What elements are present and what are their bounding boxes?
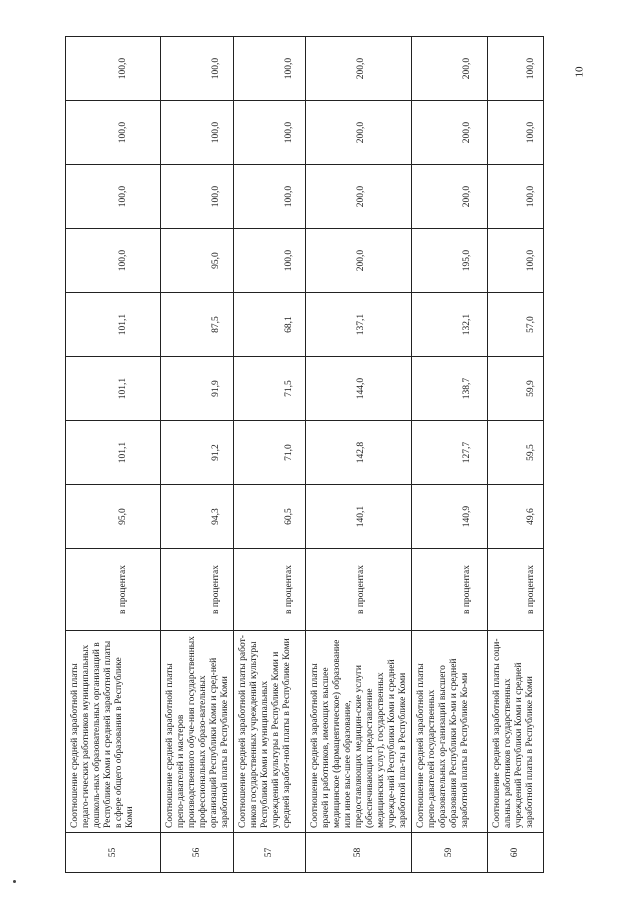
value-cell: 195,0 bbox=[412, 229, 488, 293]
value-cell: 100,0 bbox=[488, 101, 544, 165]
value-cell: 100,0 bbox=[161, 165, 234, 229]
row-number-cell: 55 bbox=[66, 833, 161, 873]
value-cell: 94,3 bbox=[161, 485, 234, 549]
value-cell: 59,9 bbox=[488, 357, 544, 421]
value-cell: 101,1 bbox=[66, 357, 161, 421]
unit-cell: в процентах bbox=[306, 549, 412, 631]
value-cell: 100,0 bbox=[488, 37, 544, 101]
value-cell: 200,0 bbox=[306, 229, 412, 293]
value-cell: 127,7 bbox=[412, 421, 488, 485]
value-cell: 57,0 bbox=[488, 293, 544, 357]
value-cell: 91,9 bbox=[161, 357, 234, 421]
indicator-table-rotated bbox=[65, 37, 534, 873]
value-cell: 100,0 bbox=[161, 37, 234, 101]
value-cell: 100,0 bbox=[488, 229, 544, 293]
page-number: 10 bbox=[573, 66, 586, 78]
value-cell: 49,6 bbox=[488, 485, 544, 549]
scan-speck bbox=[13, 880, 16, 883]
value-cell: 200,0 bbox=[306, 165, 412, 229]
row-number-cell: 59 bbox=[412, 833, 488, 873]
table-row bbox=[234, 37, 306, 873]
value-cell: 100,0 bbox=[234, 37, 306, 101]
row-number-cell: 56 bbox=[161, 833, 234, 873]
value-cell: 95,0 bbox=[161, 229, 234, 293]
row-number-cell: 58 bbox=[306, 833, 412, 873]
table-row bbox=[161, 37, 234, 873]
value-cell: 140,1 bbox=[306, 485, 412, 549]
indicator-name-cell: Соотношение средней заработной платы препо-давателей и мастеров производственного обуче-ния государственных профессиональных образо-вательных организаций Республики Коми и сред-ней заработной платы в Республике Коми bbox=[161, 631, 234, 833]
value-cell: 95,0 bbox=[66, 485, 161, 549]
value-cell: 100,0 bbox=[234, 229, 306, 293]
value-cell: 144,0 bbox=[306, 357, 412, 421]
value-cell: 140,9 bbox=[412, 485, 488, 549]
value-cell: 100,0 bbox=[66, 165, 161, 229]
value-cell: 100,0 bbox=[488, 165, 544, 229]
value-cell: 60,5 bbox=[234, 485, 306, 549]
value-cell: 101,1 bbox=[66, 293, 161, 357]
unit-cell: в процентах bbox=[66, 549, 161, 631]
value-cell: 68,1 bbox=[234, 293, 306, 357]
value-cell: 138,7 bbox=[412, 357, 488, 421]
value-cell: 200,0 bbox=[412, 165, 488, 229]
unit-cell: в процентах bbox=[161, 549, 234, 631]
indicator-name-cell: Соотношение средней заработной платы препо-давателей государственных образовательных ор-ганизаций высшего образования Республики Ко-ми и средней заработной платы в Республике Ко-ми bbox=[412, 631, 488, 833]
unit-cell: в процентах bbox=[412, 549, 488, 631]
value-cell: 200,0 bbox=[306, 37, 412, 101]
value-cell: 101,1 bbox=[66, 421, 161, 485]
value-cell: 132,1 bbox=[412, 293, 488, 357]
value-cell: 91,2 bbox=[161, 421, 234, 485]
value-cell: 200,0 bbox=[412, 37, 488, 101]
value-cell: 100,0 bbox=[66, 37, 161, 101]
indicator-name-cell: Соотношение средней заработной платы педаго-гических работников муниципальных дошколь-ных образовательных организаций в Республике Коми и средней заработной платы в сфере общего образования в Республике Коми bbox=[66, 631, 161, 833]
value-cell: 100,0 bbox=[234, 101, 306, 165]
table-body bbox=[66, 37, 544, 873]
indicator-name-cell: Соотношение средней заработной платы работ-ников государственных учреждений культуры Республики Коми и муниципальных учреждений культуры в Республике Коми и средней заработ-ной платы в Республике Коми bbox=[234, 631, 306, 833]
value-cell: 200,0 bbox=[306, 101, 412, 165]
table-row bbox=[66, 37, 161, 873]
value-cell: 59,5 bbox=[488, 421, 544, 485]
value-cell: 100,0 bbox=[234, 165, 306, 229]
indicator-table bbox=[65, 36, 544, 873]
table-row bbox=[488, 37, 544, 873]
table-row bbox=[412, 37, 488, 873]
value-cell: 200,0 bbox=[412, 101, 488, 165]
row-number-cell: 60 bbox=[488, 833, 544, 873]
indicator-name-cell: Соотношение средней заработной платы соци-альных работников государственных учреждений Республики Коми и средней заработной платы в Республике Коми bbox=[488, 631, 544, 833]
unit-cell: в процентах bbox=[234, 549, 306, 631]
value-cell: 137,1 bbox=[306, 293, 412, 357]
value-cell: 142,8 bbox=[306, 421, 412, 485]
value-cell: 100,0 bbox=[66, 229, 161, 293]
table-row bbox=[306, 37, 412, 873]
value-cell: 87,5 bbox=[161, 293, 234, 357]
indicator-name-cell: Соотношение средней заработной платы врачей и работников, имеющих высшее медицинское (фармацевтическое) образование или иное выс-шее образование, предоставляющих медицин-ские услуги (обеспечивающих предоставление медицинских услуг), государственных учрежде-ний Республики Коми и средней заработной пла-ты в Республике Коми bbox=[306, 631, 412, 833]
unit-cell: в процентах bbox=[488, 549, 544, 631]
row-number-cell: 57 bbox=[234, 833, 306, 873]
value-cell: 71,0 bbox=[234, 421, 306, 485]
value-cell: 100,0 bbox=[161, 101, 234, 165]
value-cell: 100,0 bbox=[66, 101, 161, 165]
value-cell: 71,5 bbox=[234, 357, 306, 421]
